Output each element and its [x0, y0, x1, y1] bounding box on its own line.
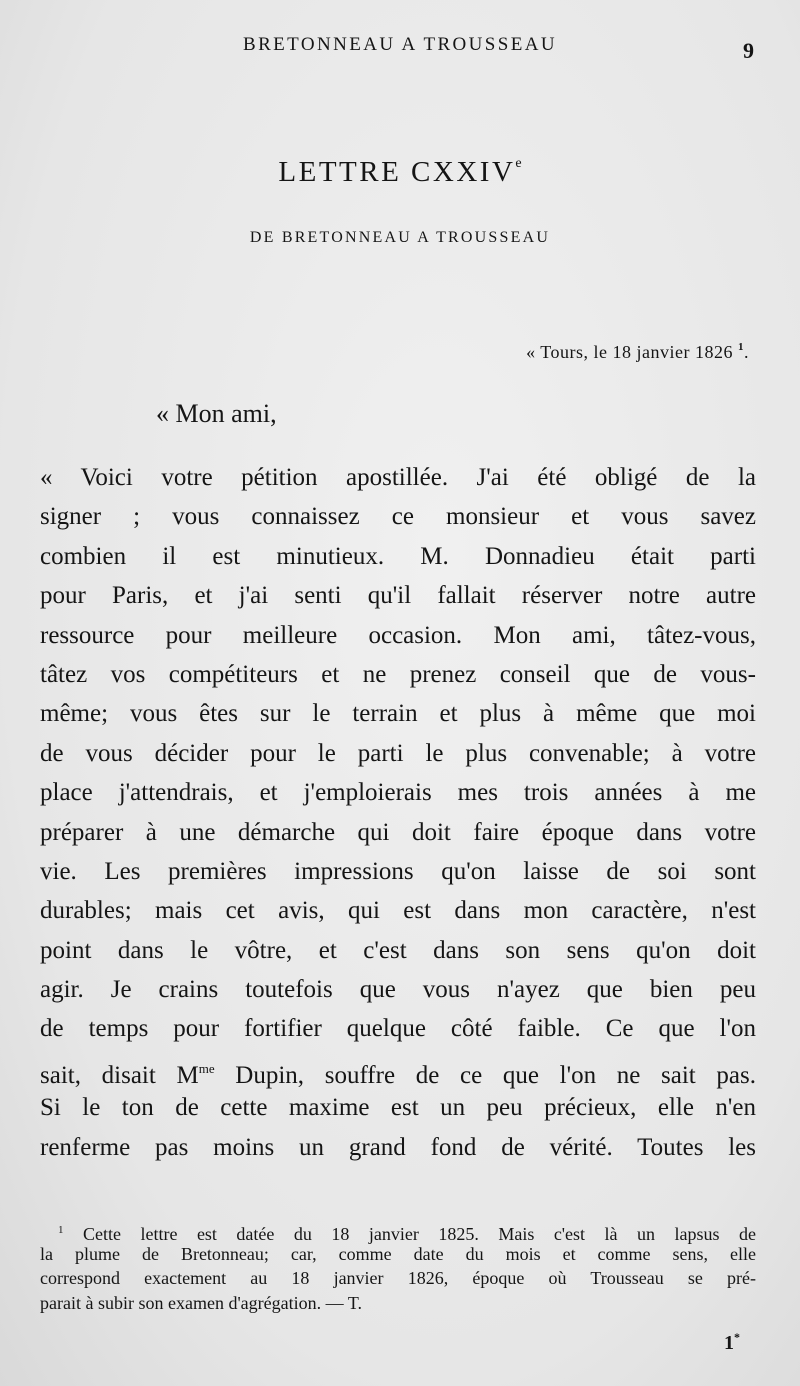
letter-title [0, 156, 800, 189]
footnote-line: la plume de Bretonneau; car, comme date du mois et comme sens, elle [40, 1244, 756, 1265]
page-number: 9 [743, 38, 754, 63]
body-line: signer ; vous connaissez ce monsieur et vous savez [40, 503, 756, 531]
letter-title-superscript: e [515, 156, 522, 171]
body-line: durables; mais cet avis, qui est dans mon caractère, n'est [40, 897, 756, 925]
signature-mark-number: 1 [724, 1332, 734, 1354]
footnote-marker: 1 [58, 1224, 64, 1236]
footnote-line-text: Cette lettre est datée du 18 janvier 1825. Mais c'est là un lapsus de [63, 1224, 756, 1244]
footnote-line: parait à subir son examen d'agrégation. — T. [40, 1292, 362, 1313]
body-line: de vous décider pour le parti le plus convenable; à votre [40, 739, 756, 767]
footnote-reference: 1 [738, 341, 744, 353]
footnote [40, 1218, 756, 1315]
letter-body [40, 458, 756, 1167]
body-line: Si le ton de cette maxime est un peu précieux, elle n'en [40, 1094, 756, 1122]
letter-title-text: LETTRE CXXIV [278, 156, 516, 188]
dateline [526, 341, 749, 363]
mme-line-end: Dupin, souffre de ce que l'on ne sait pas. [214, 1061, 757, 1089]
footnote-line: correspond exactement au 18 janvier 1826, époque où Trousseau se pré- [40, 1268, 756, 1289]
mme-line-start: sait, disait M [40, 1061, 199, 1089]
dateline-text: « Tours, le 18 janvier 1826 [526, 342, 733, 362]
body-line: « Voici votre pétition apostillée. J'ai été obligé de la [40, 464, 756, 491]
footnote-line [40, 1218, 756, 1242]
dateline-period: . [744, 342, 749, 362]
body-line: renferme pas moins un grand fond de vérité. Toutes les [40, 1133, 756, 1161]
body-line: combien il est minutieux. M. Donnadieu était parti [40, 542, 756, 570]
body-line: préparer à une démarche qui doit faire époque dans votre [40, 818, 756, 846]
body-line: tâtez vos compétiteurs et ne prenez conseil que de vous- [40, 660, 756, 688]
body-line: de temps pour fortifier quelque côté faible. Ce que l'on [40, 1015, 756, 1043]
body-line: même; vous êtes sur le terrain et plus à même que moi [40, 700, 756, 728]
signature-mark-star: * [734, 1330, 740, 1344]
letter-subtitle: DE BRETONNEAU A TROUSSEAU [249, 229, 551, 246]
body-line: place j'attendrais, et j'emploierais mes trois années à me [40, 779, 756, 807]
salutation: « Mon ami, [156, 399, 277, 428]
body-line: ressource pour meilleure occasion. Mon ami, tâtez-vous, [40, 621, 756, 649]
body-line: point dans le vôtre, et c'est dans son sens qu'on doit [40, 936, 756, 964]
mme-superscript: me [198, 1060, 215, 1076]
running-head: BRETONNEAU A TROUSSEAU [243, 34, 557, 55]
body-line: agir. Je crains toutefois que vous n'ayez que bien peu [40, 976, 756, 1004]
signature-mark [724, 1330, 740, 1355]
body-line: vie. Les premières impressions qu'on laisse de soi sont [40, 857, 756, 885]
body-line: pour Paris, et j'ai senti qu'il fallait réserver notre autre [40, 582, 756, 610]
body-line-mme [40, 1049, 756, 1088]
